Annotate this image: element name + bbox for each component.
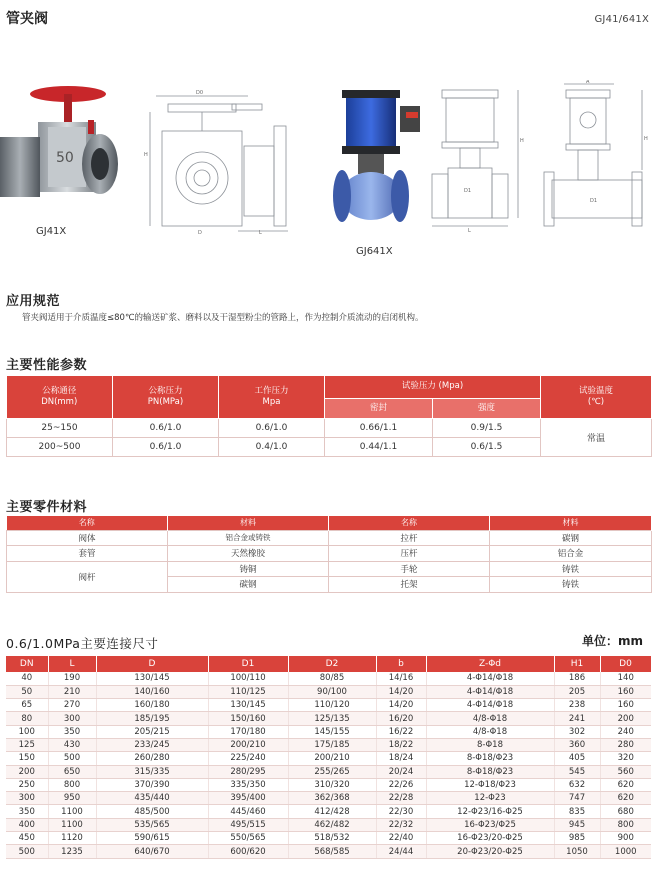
cell: 255/265 bbox=[288, 765, 376, 778]
cell: 套管 bbox=[7, 546, 168, 562]
cell: 545 bbox=[554, 765, 600, 778]
svg-text:L: L bbox=[259, 230, 262, 236]
cell: 110/125 bbox=[208, 685, 288, 698]
cell: 125/135 bbox=[288, 712, 376, 725]
cell: 拉杆 bbox=[329, 530, 490, 546]
cell: 16/22 bbox=[376, 725, 426, 738]
cell: 0.4/1.0 bbox=[219, 437, 325, 456]
performance-heading: 主要性能参数 bbox=[6, 358, 88, 373]
table-row bbox=[6, 778, 651, 791]
perf-header-seal: 密封 bbox=[325, 398, 433, 418]
cell: 200 bbox=[600, 712, 651, 725]
cell: 铝合金 bbox=[490, 546, 652, 562]
mat-header-name: 名称 bbox=[329, 516, 490, 530]
cell: 747 bbox=[554, 792, 600, 805]
cell: 241 bbox=[554, 712, 600, 725]
cell: 1120 bbox=[48, 832, 96, 845]
cell: 800 bbox=[48, 778, 96, 791]
cell: 205 bbox=[554, 685, 600, 698]
cell: 145/155 bbox=[288, 725, 376, 738]
cell: 350 bbox=[48, 725, 96, 738]
cell: 铸铁 bbox=[490, 577, 652, 593]
dims-header: D2 bbox=[288, 656, 376, 672]
cell: 500 bbox=[6, 845, 48, 858]
cell: 14/16 bbox=[376, 672, 426, 685]
perf-header-wp: 工作压力 Mpa bbox=[219, 376, 325, 418]
cell: 1100 bbox=[48, 805, 96, 818]
cell: 22/28 bbox=[376, 792, 426, 805]
cell: 590/615 bbox=[96, 832, 208, 845]
performance-table bbox=[6, 376, 652, 457]
cell: 14/20 bbox=[376, 685, 426, 698]
cell: 阀杆 bbox=[7, 561, 168, 592]
cell: 360 bbox=[554, 738, 600, 751]
cell: 200~500 bbox=[7, 437, 113, 456]
cell: 0.9/1.5 bbox=[433, 418, 541, 437]
cell: 100 bbox=[6, 725, 48, 738]
cell: 205/215 bbox=[96, 725, 208, 738]
cell: 20/24 bbox=[376, 765, 426, 778]
dims-header: D bbox=[96, 656, 208, 672]
cell: 200 bbox=[6, 765, 48, 778]
cell: 300 bbox=[6, 792, 48, 805]
cell: 4/8-Φ18 bbox=[426, 712, 554, 725]
cell: 200/210 bbox=[208, 738, 288, 751]
cell: 260/280 bbox=[96, 752, 208, 765]
cell: 1050 bbox=[554, 845, 600, 858]
gj41x-label: GJ41X bbox=[36, 226, 67, 237]
cell: 835 bbox=[554, 805, 600, 818]
table-row bbox=[6, 752, 651, 765]
cell: 435/440 bbox=[96, 792, 208, 805]
dimensions-heading: 0.6/1.0MPa主要连接尺寸 bbox=[6, 636, 159, 651]
cell: 4-Φ14/Φ18 bbox=[426, 699, 554, 712]
svg-text:D1: D1 bbox=[464, 188, 472, 194]
cell: 950 bbox=[48, 792, 96, 805]
gj41x-valve-photo bbox=[0, 82, 120, 227]
cell: 185/195 bbox=[96, 712, 208, 725]
cell: 125 bbox=[6, 738, 48, 751]
cell: 300 bbox=[48, 712, 96, 725]
table-row bbox=[7, 530, 652, 546]
cell: 632 bbox=[554, 778, 600, 791]
cell: 620 bbox=[600, 778, 651, 791]
table-row bbox=[6, 672, 651, 685]
cell: 160 bbox=[600, 699, 651, 712]
cell: 620 bbox=[600, 792, 651, 805]
cell: 400 bbox=[6, 818, 48, 831]
unit-label: 单位：mm bbox=[581, 634, 643, 648]
dims-header: DN bbox=[6, 656, 48, 672]
cell: 0.6/1.5 bbox=[433, 437, 541, 456]
cell: 650 bbox=[48, 765, 96, 778]
cell: 315/335 bbox=[96, 765, 208, 778]
model-code: GJ41/641X bbox=[594, 14, 649, 25]
plate-number: 50 bbox=[56, 150, 74, 166]
cell: 18/24 bbox=[376, 752, 426, 765]
cell: 4/8-Φ18 bbox=[426, 725, 554, 738]
cell: 600/620 bbox=[208, 845, 288, 858]
cell: 8-Φ18 bbox=[426, 738, 554, 751]
perf-header-pn: 公称压力 PN(MPa) bbox=[113, 376, 219, 418]
perf-header-dn: 公称通径 DN(mm) bbox=[7, 376, 113, 418]
cell: 4-Φ14/Φ18 bbox=[426, 685, 554, 698]
cell: 压杆 bbox=[329, 546, 490, 562]
gj41x-dimension-drawing bbox=[142, 86, 292, 236]
dimensions-table bbox=[6, 656, 652, 859]
cell: 412/428 bbox=[288, 805, 376, 818]
cell: 170/180 bbox=[208, 725, 288, 738]
cell: 186 bbox=[554, 672, 600, 685]
table-row bbox=[6, 712, 651, 725]
cell: 450 bbox=[6, 832, 48, 845]
cell: 100/110 bbox=[208, 672, 288, 685]
cell: 22/32 bbox=[376, 818, 426, 831]
dims-header: Z-Φd bbox=[426, 656, 554, 672]
cell: 90/100 bbox=[288, 685, 376, 698]
cell: 碳钢 bbox=[490, 530, 652, 546]
application-text: 管夹阀适用于介质温度≤80℃的输送矿浆、磨料以及干湿型粉尘的管路上，作为控制介质流动的启闭机构。 bbox=[22, 313, 424, 323]
cell: 22/40 bbox=[376, 832, 426, 845]
cell: 80 bbox=[6, 712, 48, 725]
perf-header-test: 试验压力 (Mpa) bbox=[325, 376, 541, 398]
svg-text:H: H bbox=[144, 152, 148, 158]
cell: 1000 bbox=[600, 845, 651, 858]
cell: 445/460 bbox=[208, 805, 288, 818]
table-row bbox=[6, 845, 651, 858]
table-row bbox=[7, 418, 652, 437]
cell: 65 bbox=[6, 699, 48, 712]
cell-temp: 常温 bbox=[541, 418, 652, 456]
mat-header-name: 名称 bbox=[7, 516, 168, 530]
cell: 335/350 bbox=[208, 778, 288, 791]
cell: 12-Φ23/16-Φ25 bbox=[426, 805, 554, 818]
dims-header: D1 bbox=[208, 656, 288, 672]
cell: 16-Φ23/20-Φ25 bbox=[426, 832, 554, 845]
cell: 500 bbox=[48, 752, 96, 765]
cell: 270 bbox=[48, 699, 96, 712]
svg-text:A: A bbox=[586, 80, 590, 85]
perf-header-strength: 强度 bbox=[433, 398, 541, 418]
cell: 12-Φ23 bbox=[426, 792, 554, 805]
cell: 985 bbox=[554, 832, 600, 845]
cell: 405 bbox=[554, 752, 600, 765]
cell: 碳钢 bbox=[168, 577, 329, 593]
cell: 0.6/1.0 bbox=[113, 437, 219, 456]
table-row bbox=[6, 699, 651, 712]
cell: 阀体 bbox=[7, 530, 168, 546]
cell: 350 bbox=[6, 805, 48, 818]
cell: 140 bbox=[600, 672, 651, 685]
cell: 20-Φ23/20-Φ25 bbox=[426, 845, 554, 858]
gj641x-label: GJ641X bbox=[356, 246, 393, 257]
cell: 485/500 bbox=[96, 805, 208, 818]
cell: 560 bbox=[600, 765, 651, 778]
cell: 568/585 bbox=[288, 845, 376, 858]
cell: 160/180 bbox=[96, 699, 208, 712]
cell: 302 bbox=[554, 725, 600, 738]
table-row bbox=[6, 685, 651, 698]
mat-header-material: 材料 bbox=[490, 516, 652, 530]
cell: 535/565 bbox=[96, 818, 208, 831]
materials-heading: 主要零件材料 bbox=[6, 500, 88, 515]
svg-text:D1: D1 bbox=[590, 198, 598, 204]
cell: 462/482 bbox=[288, 818, 376, 831]
cell: 14/20 bbox=[376, 699, 426, 712]
cell: 370/390 bbox=[96, 778, 208, 791]
cell: 395/400 bbox=[208, 792, 288, 805]
table-row bbox=[7, 546, 652, 562]
cell: 铝合金或铸铁 bbox=[168, 530, 329, 546]
cell: 250 bbox=[6, 778, 48, 791]
cell: 310/320 bbox=[288, 778, 376, 791]
svg-text:L: L bbox=[468, 228, 471, 234]
cell: 12-Φ18/Φ23 bbox=[426, 778, 554, 791]
cell: 22/30 bbox=[376, 805, 426, 818]
cell: 518/532 bbox=[288, 832, 376, 845]
cell: 280/295 bbox=[208, 765, 288, 778]
gj641x-front-drawing bbox=[428, 82, 528, 234]
cell: 0.66/1.1 bbox=[325, 418, 433, 437]
svg-text:H: H bbox=[644, 136, 648, 142]
table-row bbox=[6, 765, 651, 778]
cell: 175/185 bbox=[288, 738, 376, 751]
cell: 16-Φ23/Φ25 bbox=[426, 818, 554, 831]
cell: 18/22 bbox=[376, 738, 426, 751]
cell: 40 bbox=[6, 672, 48, 685]
cell: 110/120 bbox=[288, 699, 376, 712]
cell: 8-Φ18/Φ23 bbox=[426, 765, 554, 778]
cell: 430 bbox=[48, 738, 96, 751]
table-row bbox=[6, 738, 651, 751]
cell: 945 bbox=[554, 818, 600, 831]
cell: 80/85 bbox=[288, 672, 376, 685]
cell: 4-Φ14/Φ18 bbox=[426, 672, 554, 685]
cell: 1100 bbox=[48, 818, 96, 831]
cell: 托架 bbox=[329, 577, 490, 593]
cell: 0.6/1.0 bbox=[113, 418, 219, 437]
cell: 150 bbox=[6, 752, 48, 765]
cell: 210 bbox=[48, 685, 96, 698]
dims-header: b bbox=[376, 656, 426, 672]
cell: 280 bbox=[600, 738, 651, 751]
cell: 225/240 bbox=[208, 752, 288, 765]
application-heading: 应用规范 bbox=[6, 294, 61, 309]
cell: 25~150 bbox=[7, 418, 113, 437]
cell: 天然橡胶 bbox=[168, 546, 329, 562]
cell: 1235 bbox=[48, 845, 96, 858]
dims-header: L bbox=[48, 656, 96, 672]
cell: 16/20 bbox=[376, 712, 426, 725]
table-row bbox=[6, 805, 651, 818]
cell: 200/210 bbox=[288, 752, 376, 765]
svg-text:H: H bbox=[520, 138, 524, 144]
svg-text:D0: D0 bbox=[196, 90, 204, 96]
cell: 900 bbox=[600, 832, 651, 845]
cell: 22/26 bbox=[376, 778, 426, 791]
cell: 233/245 bbox=[96, 738, 208, 751]
table-row bbox=[6, 792, 651, 805]
cell: 130/145 bbox=[208, 699, 288, 712]
table-row bbox=[6, 818, 651, 831]
cell: 160 bbox=[600, 685, 651, 698]
cell: 130/145 bbox=[96, 672, 208, 685]
table-row bbox=[6, 832, 651, 845]
cell: 190 bbox=[48, 672, 96, 685]
table-row bbox=[7, 561, 652, 577]
cell: 495/515 bbox=[208, 818, 288, 831]
mat-header-material: 材料 bbox=[168, 516, 329, 530]
gj641x-valve-photo bbox=[328, 84, 428, 229]
cell: 手轮 bbox=[329, 561, 490, 577]
cell: 800 bbox=[600, 818, 651, 831]
cell: 铸铜 bbox=[168, 561, 329, 577]
cell: 240 bbox=[600, 725, 651, 738]
svg-text:D: D bbox=[198, 230, 202, 236]
cell: 320 bbox=[600, 752, 651, 765]
cell: 8-Φ18/Φ23 bbox=[426, 752, 554, 765]
cell: 238 bbox=[554, 699, 600, 712]
dims-header: D0 bbox=[600, 656, 651, 672]
cell: 铸铁 bbox=[490, 561, 652, 577]
cell: 140/160 bbox=[96, 685, 208, 698]
table-row bbox=[6, 725, 651, 738]
cell: 0.6/1.0 bbox=[219, 418, 325, 437]
cell: 0.44/1.1 bbox=[325, 437, 433, 456]
materials-table bbox=[6, 516, 652, 593]
cell: 24/44 bbox=[376, 845, 426, 858]
cell: 50 bbox=[6, 685, 48, 698]
perf-header-temp: 试验温度 (℃) bbox=[541, 376, 652, 418]
cell: 550/565 bbox=[208, 832, 288, 845]
cell: 640/670 bbox=[96, 845, 208, 858]
cell: 150/160 bbox=[208, 712, 288, 725]
page-title: 管夹阀 bbox=[6, 11, 48, 27]
product-figures bbox=[0, 80, 657, 257]
cell: 362/368 bbox=[288, 792, 376, 805]
dims-header: H1 bbox=[554, 656, 600, 672]
gj641x-side-drawing bbox=[542, 80, 652, 236]
cell: 680 bbox=[600, 805, 651, 818]
